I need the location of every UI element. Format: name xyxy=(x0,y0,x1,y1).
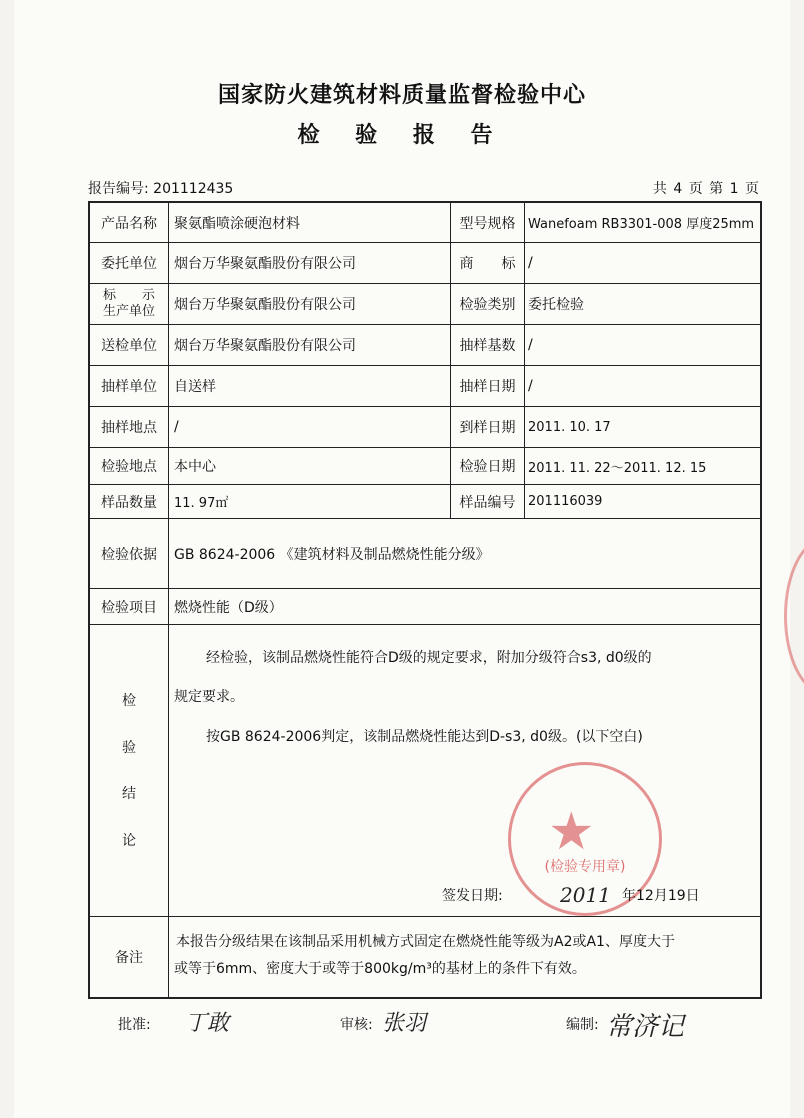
sample-no-value: 201116039 xyxy=(528,494,603,509)
review-signature: 张羽 xyxy=(382,1010,427,1036)
conclusion-label-char: 验 xyxy=(122,739,136,756)
table-border-right xyxy=(760,201,762,998)
seal-star-icon: ★ xyxy=(548,802,595,862)
page-indicator: 共 4 页 第 1 页 xyxy=(652,181,760,197)
test-date-label: 检验日期 xyxy=(459,459,516,475)
remarks-line-2: 或等于6mm、密度大于或等于800kg/m³的基材上的条件下有效。 xyxy=(174,961,586,977)
test-type-label: 检验类别 xyxy=(459,297,516,313)
sampling-date-value: / xyxy=(528,378,533,394)
conclusion-paragraph-1b: 规定要求。 xyxy=(174,689,244,705)
conclusion-paragraph-2: 按GB 8624-2006判定，该制品燃烧性能达到D-s3, d0级。(以下空白) xyxy=(206,729,643,745)
issue-date-label: 签发日期: xyxy=(442,888,503,904)
sampling-base-value: / xyxy=(528,337,533,353)
row-divider xyxy=(88,916,760,917)
sampling-place-label: 抽样地点 xyxy=(101,420,157,436)
approve-signature: 丁敢 xyxy=(185,1010,230,1036)
document-title: 国家防火建筑材料质量监督检验中心 xyxy=(217,83,586,108)
sampling-date-label: 抽样日期 xyxy=(459,379,516,395)
sender-value: 烟台万华聚氨酯股份有限公司 xyxy=(174,338,356,354)
sample-qty-value: 11. 97㎡ xyxy=(174,496,229,511)
conclusion-label-char: 检 xyxy=(122,693,136,709)
review-label: 审核: xyxy=(340,1017,373,1033)
issue-date-rest: 年12月19日 xyxy=(622,888,700,904)
prepare-label: 编制: xyxy=(566,1017,599,1033)
sampling-place-value: / xyxy=(174,419,179,435)
sample-qty-label: 样品数量 xyxy=(101,494,157,511)
table-border-bottom xyxy=(88,997,762,999)
test-place-value: 本中心 xyxy=(174,459,216,475)
conclusion-label-char: 结 xyxy=(122,786,136,803)
column-divider xyxy=(524,201,525,518)
basis-label: 检验依据 xyxy=(101,546,157,563)
basis-value: GB 8624-2006 《建筑材料及制品燃烧性能分级》 xyxy=(174,546,490,563)
manufacturer-label xyxy=(90,284,168,324)
approve-label: 批准: xyxy=(118,1017,151,1033)
items-value: 燃烧性能（D级） xyxy=(174,599,283,616)
product-name-value: 聚氨酯喷涂硬泡材料 xyxy=(174,215,300,232)
product-name-label: 产品名称 xyxy=(101,215,157,232)
remarks-line-1: 本报告分级结果在该制品采用机械方式固定在燃烧性能等级为A2或A1、厚度大于 xyxy=(176,934,675,950)
sample-no-label: 样品编号 xyxy=(459,494,516,511)
document-subtitle: 检 验 报 告 xyxy=(297,123,507,148)
manufacturer-label-line1: 标 示 xyxy=(102,288,155,303)
test-place-label: 检验地点 xyxy=(101,459,157,475)
test-date-value: 2011. 11. 22～2011. 12. 15 xyxy=(528,460,707,476)
prepare-signature: 常济记 xyxy=(606,1011,685,1042)
arrival-date-label: 到样日期 xyxy=(459,420,516,436)
brand-label: 商 标 xyxy=(459,256,516,272)
client-value: 烟台万华聚氨酯股份有限公司 xyxy=(174,256,356,272)
remarks-label: 备注 xyxy=(115,950,143,966)
model-value: Wanefoam RB3301-008 厚度25mm xyxy=(528,217,755,232)
conclusion-label xyxy=(90,690,168,850)
arrival-date-value: 2011. 10. 17 xyxy=(528,419,611,435)
issue-date-year: 2011 xyxy=(560,883,611,907)
sender-label: 送检单位 xyxy=(101,338,157,354)
sampling-base-label: 抽样基数 xyxy=(459,338,516,354)
column-divider xyxy=(168,201,169,998)
test-type-value: 委托检验 xyxy=(528,297,584,313)
stamp-label: (检验专用章) xyxy=(544,859,626,875)
report-number: 报告编号: 201112435 xyxy=(88,181,234,197)
sampling-unit-value: 自送样 xyxy=(174,379,216,395)
sampling-unit-label: 抽样单位 xyxy=(101,379,157,395)
conclusion-label-char: 论 xyxy=(122,832,136,849)
manufacturer-value: 烟台万华聚氨酯股份有限公司 xyxy=(174,297,356,313)
client-label: 委托单位 xyxy=(101,256,157,272)
manufacturer-label-line2: 生产单位 xyxy=(102,304,155,319)
items-label: 检验项目 xyxy=(101,599,157,616)
row-divider xyxy=(88,624,760,625)
model-label: 型号规格 xyxy=(459,215,516,232)
conclusion-paragraph-1: 经检验，该制品燃烧性能符合D级的规定要求，附加分级符合s3, d0级的 xyxy=(206,650,652,666)
brand-value: / xyxy=(528,255,533,271)
